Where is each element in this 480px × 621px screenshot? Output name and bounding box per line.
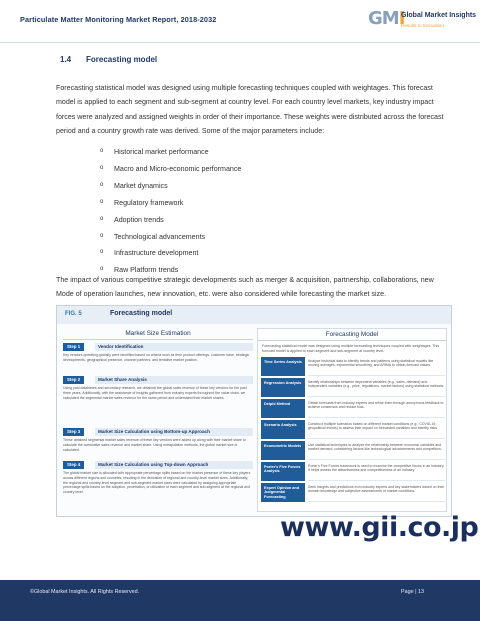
step-body: Using paid databases and secondary research, we obtained the global sales revenue of these key vendors for the past three years. Additionally, with the assistance of insights gathered from industry experts throughout the value chain, we calculated the segmental market sales revenue for the same period and understand their market shares. <box>63 386 247 400</box>
model-name: Regression Analysis <box>261 378 305 397</box>
intro-paragraph: Forecasting statistical model was designed using multiple forecasting techniques coupled with weightages. This forecast model is applied to each segment and sub-segment at country level. For each country level markets, key industry impact forces were analyzed and assigned weights in order of their importance. These weights were distributed across the forecast period and a country growth rate was derived. Some of the major parameters include: <box>56 84 444 135</box>
model-name: Time Series Analysis <box>261 357 305 376</box>
section-heading <box>60 55 157 64</box>
panel-description: Forecasting statistical model was designed using multiple forecasting techniques coupled with weightages. This forecast model is applied to each segment and sub-segment at country level. <box>262 344 440 353</box>
list-item: o Historical market performance <box>100 144 241 161</box>
model-description: Identify relationships between dependent variables (e.g., sales, demand) and independent variables (e.g., price, regulations, market factors) using statistical methods. <box>308 378 445 397</box>
figure-header <box>57 306 452 324</box>
step-card <box>63 343 253 371</box>
step-body: The global market size is allocated with appropriate percentage splits based on the market presence of these key players across different regions and countries, resulting in the derivation of regional and country-level market sizes. Additionally, the regional and country-level segment and sub-segment market sizes were calculated by assigning appropriate percentage splits based on the adoption, penetration, or utilization of each segment and sub-segment at the regional and country level. <box>63 471 251 495</box>
list-item: o Raw Platform trends <box>100 262 241 279</box>
page-footer <box>0 580 480 621</box>
logo-mark: GMI <box>368 8 405 29</box>
impact-paragraph: The impact of various competitive strategic developments such as merger & acquisition, partnership, collaborations, new Mode of operation launches, new innovation, etc. were also considered while forecasting the market size. <box>56 276 434 299</box>
model-description: Porter's Five Forces framework is used to examine the competitive forces in an industry. It helps assess the attractiveness and competitiveness of an industry. <box>308 462 445 481</box>
panel-title: Forecasting Model <box>258 329 446 341</box>
report-title: Particulate Matter Monitoring Market Report, 2018-2032 <box>20 15 217 24</box>
model-description: Use statistical techniques to analyze the relationship between economic variables and market demand, considering factors like technological advancements and competition. <box>308 441 445 460</box>
model-row <box>261 378 443 397</box>
market-size-estimation-panel <box>63 328 253 512</box>
figure-number: FIG. 5 <box>65 311 82 317</box>
list-item: o Macro and Micro-economic performance <box>100 161 241 178</box>
model-name: Delphi Method <box>261 399 305 418</box>
model-name: Scenario Analysis <box>261 420 305 439</box>
model-description: Construct multiple scenarios based on different market conditions (e.g., COVID-19, geopolitical events) to assess their impact on forecasted variables and identify risks. <box>308 420 445 439</box>
step-tag: Step 3 <box>63 428 84 436</box>
parameter-list <box>100 144 241 279</box>
model-description: Analyze historical data to identify trends and patterns using statistical models like moving averages, exponential smoothing, and ARIMA to obtain forecast values. <box>308 357 445 376</box>
list-item: o Adoption trends <box>100 212 241 229</box>
logo-name: Global Market Insights <box>401 12 477 19</box>
forecasting-model-figure <box>56 305 452 517</box>
step-card <box>63 428 253 456</box>
model-row <box>261 420 443 439</box>
model-row <box>261 357 443 376</box>
header-divider <box>0 42 480 43</box>
step-body: Key vendors operating globally were identified based on criteria such as their product offerings, customer base, strategic developments, geographical presence, channel partners, and tentative market position. <box>63 353 250 362</box>
list-item: o Infrastructure development <box>100 245 241 262</box>
model-row <box>261 462 443 481</box>
step-label: Market Size Calculation using Bottom-up Approach <box>95 428 253 436</box>
gmi-logo <box>368 8 477 36</box>
step-body: These obtained segmental market sales revenue of these key vendors were added up along with their market share to calculate the cumulative sales revenue and market share. Using extrapolation methods, the global market size is calculated. <box>63 438 246 452</box>
step-card <box>63 461 253 508</box>
list-item: o Technological advancements <box>100 229 241 246</box>
page-number: Page | 13 <box>401 589 424 595</box>
step-card <box>63 376 253 423</box>
model-row <box>261 483 443 502</box>
model-name: Econometric Models <box>261 441 305 460</box>
list-item: o Market dynamics <box>100 178 241 195</box>
page-header <box>0 0 480 42</box>
figure-title: Forecasting model <box>110 310 173 317</box>
step-tag: Step 2 <box>63 376 84 384</box>
step-label: Vendor Identification <box>95 343 253 351</box>
model-row <box>261 399 443 418</box>
model-row <box>261 441 443 460</box>
step-tag: Step 4 <box>63 461 84 469</box>
forecasting-model-panel <box>257 328 447 512</box>
model-description: Seek insights and predictions from industry experts and key stakeholders based on their domain knowledge and subjective assessments of market conditions. <box>308 483 445 502</box>
step-tag: Step 1 <box>63 343 84 351</box>
logo-tagline: Results to Innovation <box>401 23 444 28</box>
section-title: Forecasting model <box>86 55 158 64</box>
panel-title: Market Size Estimation <box>63 328 253 340</box>
list-item: o Regulatory framework <box>100 195 241 212</box>
step-label: Market Share Analysis <box>95 376 253 384</box>
model-name: Porter's Five Forces Analysis <box>261 462 305 481</box>
model-description: Obtain forecasts from industry experts and refine them through anonymous feedback to achieve consensus and reduce bias. <box>308 399 445 418</box>
section-number: 1.4 <box>60 55 72 64</box>
step-label: Market Size Calculation using Top-down Approach <box>95 461 253 469</box>
watermark: www.gii.co.jp <box>280 512 479 543</box>
copyright-text: ©Global Market Insights. All Rights Reserved. <box>30 589 140 595</box>
model-name: Expert Opinion and Judgmental Forecasting <box>261 483 305 502</box>
